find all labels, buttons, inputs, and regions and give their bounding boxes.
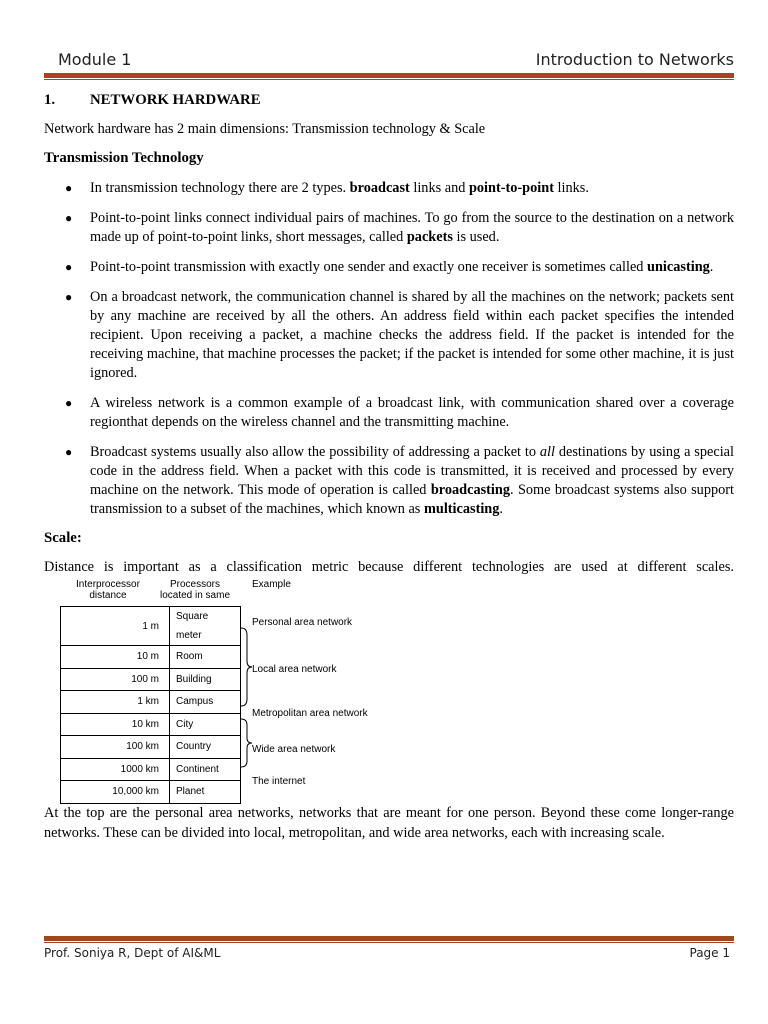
table-row [61, 713, 241, 736]
col-header-example: Example [252, 579, 291, 590]
section-number: 1. [44, 92, 56, 108]
table-row [61, 668, 241, 691]
page-number: Page 1 [689, 946, 730, 960]
distance-cell: 10 km [61, 713, 170, 736]
bullet-item [44, 179, 734, 198]
bullet-dot-icon: ● [65, 181, 73, 195]
scale-table [60, 606, 241, 804]
table-row [61, 781, 241, 804]
scale-heading: Scale: [44, 530, 82, 546]
transmission-heading: Transmission Technology [44, 150, 204, 166]
bullet-item [44, 443, 734, 519]
col-header-distance: Interprocessor distance [76, 579, 140, 601]
page-header [44, 48, 734, 72]
footer-rule-thin [44, 942, 734, 943]
bullet-text [90, 180, 589, 196]
text-run: destinations by using a special code in the address field. When a packet with this code is transmitted, it is received and processed by every machine on the network. This mode of operation is called [90, 444, 734, 498]
table-row [61, 736, 241, 759]
closing-paragraph: At the top are the personal area networks, networks that are meant for one person. Beyond these come longer-range networks. These can be divided into local, metropolitan, and wide area networks, each with increasing scale. [44, 805, 734, 841]
bullet-item [44, 258, 734, 277]
text-run: . [709, 259, 714, 275]
distance-cell: 10 m [61, 646, 170, 669]
bullet-item [44, 209, 734, 247]
example-wan: Wide area network [252, 744, 336, 755]
bold-term: broadcast [349, 180, 410, 196]
distance-cell: 1 km [61, 691, 170, 714]
bullet-text [90, 210, 734, 245]
text-run: Point-to-point links connect individual pairs of machines. To go from the source to the destination on a network made up of point-to-point links, short messages, called [90, 210, 734, 245]
bullet-text [90, 395, 734, 430]
place-cell: Country [170, 736, 241, 759]
bullet-item [44, 394, 734, 432]
italic-term: all [539, 444, 555, 460]
section-heading [44, 91, 734, 110]
header-title: Introduction to Networks [535, 50, 734, 69]
place-cell: Planet [170, 781, 241, 804]
bold-term: multicasting [423, 501, 500, 517]
table-row [61, 691, 241, 714]
bullet-dot-icon: ● [65, 396, 73, 410]
distance-cell: 100 km [61, 736, 170, 759]
bold-term: packets [406, 229, 453, 245]
bullet-text [90, 444, 734, 517]
text-run: A wireless network is a common example of a broadcast link, with communication shared over a coverage regionthat depends on the wireless channel and the transmitting machine. [90, 395, 734, 430]
table-row [61, 646, 241, 669]
place-cell: Campus [170, 691, 241, 714]
bullet-text [90, 289, 734, 381]
section-title: NETWORK HARDWARE [90, 92, 261, 108]
document-body [44, 91, 734, 843]
bold-term: broadcasting [430, 482, 511, 498]
network-scale-figure [44, 579, 734, 798]
distance-cell: 1 m [61, 607, 170, 646]
example-internet: The internet [252, 776, 306, 787]
bullet-dot-icon: ● [65, 260, 73, 274]
text-run: In transmission technology there are 2 types. [90, 180, 350, 196]
table-row [61, 607, 241, 646]
place-cell: City [170, 713, 241, 736]
col-header-processors: Processors located in same [159, 579, 231, 601]
text-run: Point-to-point transmission with exactly one sender and exactly one receiver is sometimes called [90, 259, 648, 275]
bullet-dot-icon: ● [65, 445, 73, 459]
bullet-text [90, 259, 713, 275]
text-run: . [499, 501, 503, 517]
bold-term: unicasting [647, 259, 710, 275]
place-cell: Room [170, 646, 241, 669]
footer-rule [44, 936, 734, 941]
text-run: links and [409, 180, 469, 196]
distance-cell: 10,000 km [61, 781, 170, 804]
text-run: . Some broadcast systems also support transmission to a subset of the machines, which known as [90, 482, 734, 517]
header-rule-thin [44, 79, 734, 80]
text-run: On a broadcast network, the communication channel is shared by all the machines on the network; packets sent by any machine are received by all the others. An address field within each packet specifies the intended recipient. Upon receiving a packet, a machine checks the address field. If the packet is intended for the receiving machine, that machine processes the packet; if the packet is intended for some other machine, it is just ignored. [90, 289, 734, 381]
bullet-dot-icon: ● [65, 290, 73, 304]
bullet-dot-icon: ● [65, 211, 73, 225]
module-label: Module 1 [58, 50, 132, 69]
distance-cell: 100 m [61, 668, 170, 691]
bullet-list [44, 179, 734, 519]
text-run: Broadcast systems usually also allow the possibility of addressing a packet to [90, 444, 540, 460]
header-rule [44, 73, 734, 78]
scale-paragraph: Distance is important as a classification metric because different technologies are used at different scales. [44, 559, 734, 575]
footer-author: Prof. Soniya R, Dept of AI&ML [44, 946, 221, 960]
example-man: Metropolitan area network [252, 708, 368, 719]
example-pan: Personal area network [252, 617, 353, 628]
place-cell: Square meter [170, 607, 241, 646]
text-run: is used. [452, 229, 500, 245]
text-run: links. [553, 180, 589, 196]
place-cell: Continent [170, 758, 241, 781]
distance-cell: 1000 km [61, 758, 170, 781]
intro-paragraph: Network hardware has 2 main dimensions: Transmission technology & Scale [44, 121, 486, 137]
table-row [61, 758, 241, 781]
bullet-item [44, 288, 734, 383]
example-lan: Local area network [252, 664, 337, 675]
place-cell: Building [170, 668, 241, 691]
bold-term: point-to-point [468, 180, 554, 196]
